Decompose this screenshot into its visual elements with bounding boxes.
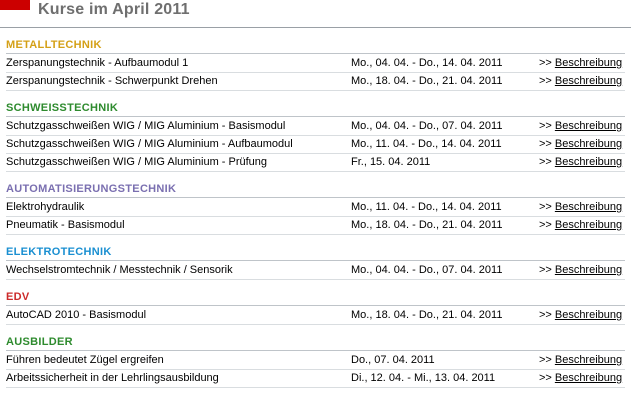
double-chevron-right-icon: >> (539, 156, 552, 168)
course-row (6, 199, 625, 217)
logo-marker (0, 0, 30, 10)
course-row (6, 307, 625, 325)
course-description-link[interactable]: Beschreibung (554, 219, 623, 231)
course-description-link[interactable]: Beschreibung (554, 75, 623, 87)
section-title: AUSBILDER (6, 336, 625, 351)
course-row (6, 262, 625, 280)
course-row (6, 73, 625, 91)
course-name: Schutzgasschweißen WIG / MIG Aluminium - Prüfung (6, 156, 268, 168)
course-date: Mo., 04. 04. - Do., 07. 04. 2011 (351, 120, 503, 132)
course-date: Di., 12. 04. - Mi., 13. 04. 2011 (351, 372, 496, 384)
course-link-cell (539, 262, 622, 279)
course-link-cell (539, 370, 622, 387)
double-chevron-right-icon: >> (539, 138, 552, 150)
course-name: Zerspanungstechnik - Aufbaumodul 1 (6, 57, 189, 69)
course-row (6, 154, 625, 172)
course-section (6, 183, 625, 235)
course-link-cell (539, 136, 622, 153)
course-date: Fr., 15. 04. 2011 (351, 156, 431, 168)
course-description-link[interactable]: Beschreibung (554, 120, 623, 132)
course-description-link[interactable]: Beschreibung (554, 372, 623, 384)
course-sections (0, 39, 631, 388)
course-date: Mo., 18. 04. - Do., 21. 04. 2011 (351, 75, 503, 87)
course-section (6, 39, 625, 91)
course-date: Mo., 04. 04. - Do., 14. 04. 2011 (351, 57, 503, 69)
section-title: AUTOMATISIERUNGSTECHNIK (6, 183, 625, 198)
course-link-cell (539, 307, 622, 324)
course-name: Arbeitssicherheit in der Lehrlingsausbildung (6, 372, 219, 384)
double-chevron-right-icon: >> (539, 120, 552, 132)
page-title: Kurse im April 2011 (38, 1, 190, 18)
course-link-cell (539, 154, 622, 171)
course-section (6, 336, 625, 388)
course-link-cell (539, 118, 622, 135)
course-description-link[interactable]: Beschreibung (554, 354, 623, 366)
course-name: Pneumatik - Basismodul (6, 219, 125, 231)
course-date: Mo., 11. 04. - Do., 14. 04. 2011 (351, 138, 502, 150)
course-row (6, 217, 625, 235)
course-link-cell (539, 73, 622, 90)
course-name: Wechselstromtechnik / Messtechnik / Sensorik (6, 264, 233, 276)
double-chevron-right-icon: >> (539, 354, 552, 366)
course-row (6, 55, 625, 73)
course-description-link[interactable]: Beschreibung (554, 156, 623, 168)
course-date: Mo., 18. 04. - Do., 21. 04. 2011 (351, 219, 503, 231)
course-row (6, 118, 625, 136)
course-name: Elektrohydraulik (6, 201, 85, 213)
course-section (6, 291, 625, 325)
course-name: AutoCAD 2010 - Basismodul (6, 309, 147, 321)
double-chevron-right-icon: >> (539, 264, 552, 276)
course-date: Mo., 18. 04. - Do., 21. 04. 2011 (351, 309, 503, 321)
double-chevron-right-icon: >> (539, 219, 552, 231)
course-link-cell (539, 199, 622, 216)
course-date: Mo., 04. 04. - Do., 07. 04. 2011 (351, 264, 503, 276)
course-name: Zerspanungstechnik - Schwerpunkt Drehen (6, 75, 218, 87)
course-description-link[interactable]: Beschreibung (554, 57, 623, 69)
section-title: ELEKTROTECHNIK (6, 246, 625, 261)
course-description-link[interactable]: Beschreibung (554, 201, 623, 213)
course-description-link[interactable]: Beschreibung (554, 264, 623, 276)
section-title: SCHWEISSTECHNIK (6, 102, 625, 117)
double-chevron-right-icon: >> (539, 309, 552, 321)
course-row (6, 370, 625, 388)
course-date: Do., 07. 04. 2011 (351, 354, 435, 366)
course-name: Führen bedeutet Zügel ergreifen (6, 354, 164, 366)
double-chevron-right-icon: >> (539, 75, 552, 87)
course-row (6, 352, 625, 370)
page-header (0, 0, 631, 28)
course-section (6, 246, 625, 280)
course-link-cell (539, 55, 622, 72)
double-chevron-right-icon: >> (539, 57, 552, 69)
course-row (6, 136, 625, 154)
section-title: METALLTECHNIK (6, 39, 625, 54)
course-section (6, 102, 625, 172)
course-name: Schutzgasschweißen WIG / MIG Aluminium - Aufbaumodul (6, 138, 293, 150)
course-link-cell (539, 217, 622, 234)
double-chevron-right-icon: >> (539, 201, 552, 213)
course-name: Schutzgasschweißen WIG / MIG Aluminium - Basismodul (6, 120, 286, 132)
section-title: EDV (6, 291, 625, 306)
course-description-link[interactable]: Beschreibung (554, 309, 623, 321)
course-link-cell (539, 352, 622, 369)
course-description-link[interactable]: Beschreibung (554, 138, 623, 150)
course-date: Mo., 11. 04. - Do., 14. 04. 2011 (351, 201, 502, 213)
double-chevron-right-icon: >> (539, 372, 552, 384)
